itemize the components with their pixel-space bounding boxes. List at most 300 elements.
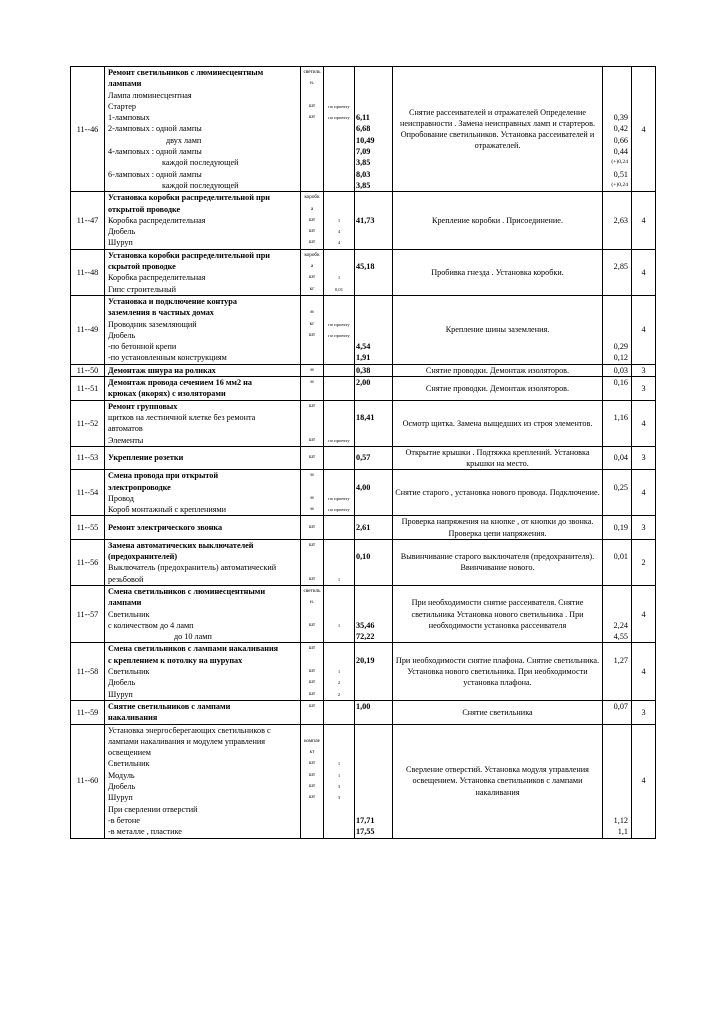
labor-coefficient bbox=[603, 585, 632, 642]
worker-category: 2 bbox=[632, 539, 656, 585]
worker-category: 4 bbox=[632, 470, 656, 516]
quantity-line bbox=[325, 67, 353, 78]
price bbox=[355, 643, 393, 700]
unit-line: коробк bbox=[304, 194, 320, 201]
item-number: 11--52 bbox=[71, 400, 105, 446]
table-row bbox=[71, 192, 656, 249]
unit-line bbox=[302, 341, 322, 352]
quantity-line bbox=[325, 123, 353, 134]
description-line: Шуруп bbox=[108, 689, 133, 699]
description-line: лампами bbox=[108, 79, 142, 89]
price-line bbox=[356, 643, 391, 654]
price-line: 0,38 bbox=[356, 365, 371, 375]
coefficient-line: 0,16 bbox=[613, 378, 628, 388]
coefficient-line bbox=[604, 770, 630, 781]
work-description: При необходимости снятие плафона. Снятие светильника. Установка нового светильника. При необходимости установка плафона. bbox=[393, 643, 603, 700]
worker-category: 4 bbox=[632, 67, 656, 192]
coefficient-line bbox=[604, 435, 630, 446]
quantity-line: по проекту bbox=[328, 495, 350, 501]
unit-line: шт bbox=[308, 645, 316, 652]
coefficient-line: 0,66 bbox=[613, 135, 628, 145]
work-description: Открытие крышки . Подтяжка креплений. Установка крышки на место. bbox=[393, 446, 603, 469]
price-line: 2,00 bbox=[356, 378, 371, 388]
quantity-line: по проекту bbox=[328, 321, 350, 327]
quantity-line bbox=[325, 307, 353, 318]
unit-line: компле bbox=[304, 737, 320, 744]
quantity-line: 0,01 bbox=[334, 286, 344, 292]
coefficient-line bbox=[604, 586, 630, 597]
unit-line: шт bbox=[308, 454, 316, 461]
unit-line bbox=[302, 712, 322, 723]
price-line bbox=[356, 792, 391, 803]
item-number: 11--51 bbox=[71, 377, 105, 401]
labor-coefficient bbox=[603, 364, 632, 376]
table-row bbox=[71, 470, 656, 516]
work-description: Проверка напряжения на кнопке , от кнопки до звонка. Проверка цепи напряжения. bbox=[393, 516, 603, 539]
price-line bbox=[356, 319, 391, 330]
coefficient-line: 4,55 bbox=[613, 632, 628, 642]
coefficient-line bbox=[604, 423, 630, 434]
quantity-line bbox=[325, 712, 353, 723]
unit-line: м bbox=[310, 379, 314, 386]
table-row bbox=[71, 643, 656, 700]
item-number: 11--60 bbox=[71, 724, 105, 838]
material-quantity bbox=[324, 470, 355, 516]
item-description bbox=[105, 446, 301, 469]
material-quantity bbox=[324, 192, 355, 249]
price-line: 2,61 bbox=[356, 522, 371, 532]
worker-category: 3 bbox=[632, 446, 656, 469]
description-line: Короб монтажный с креплениями bbox=[108, 505, 227, 515]
coefficient-line bbox=[604, 204, 630, 215]
quantity-line: 1 bbox=[337, 576, 341, 582]
coefficient-line bbox=[604, 493, 630, 504]
coefficient-line: 0,12 bbox=[613, 353, 628, 363]
quantity-line bbox=[325, 365, 353, 376]
price-line bbox=[356, 540, 391, 551]
description-line: Провод bbox=[108, 493, 134, 503]
description-line: каждой последующей bbox=[162, 158, 239, 168]
unit-line: шт bbox=[308, 436, 316, 443]
coefficient-line bbox=[604, 781, 630, 792]
quantity-line bbox=[325, 401, 353, 412]
price-line bbox=[356, 666, 391, 677]
material-quantity bbox=[324, 643, 355, 700]
unit-line bbox=[302, 815, 322, 826]
description-line: Установка энергосберегающих светильников с bbox=[108, 725, 271, 735]
price-line: 10,49 bbox=[356, 135, 375, 145]
labor-coefficient bbox=[603, 192, 632, 249]
labor-coefficient bbox=[603, 470, 632, 516]
description-line: Лампа люминесцентная bbox=[108, 90, 192, 100]
unit-line bbox=[302, 135, 322, 146]
description-line: Дюбель bbox=[108, 782, 136, 792]
labor-coefficient bbox=[603, 249, 632, 295]
price-line: 8,03 bbox=[356, 169, 371, 179]
rates-table bbox=[70, 66, 656, 839]
work-description: Сверление отверстий. Установка модуля управления освещением. Установка светильников с лампами накаливания bbox=[393, 724, 603, 838]
unit-line: шт bbox=[308, 679, 316, 686]
quantity-line bbox=[325, 135, 353, 146]
description-line: заземления в частных домах bbox=[108, 308, 214, 318]
coefficient-line bbox=[604, 401, 630, 412]
price bbox=[355, 364, 393, 376]
description-line: При сверлении отверстий bbox=[108, 804, 198, 814]
unit-line: шт bbox=[308, 228, 316, 235]
description-line: Установка коробки распределительной при bbox=[108, 250, 270, 260]
item-number: 11--57 bbox=[71, 585, 105, 642]
price bbox=[355, 67, 393, 192]
worker-category: 4 bbox=[632, 643, 656, 700]
item-number: 11--50 bbox=[71, 364, 105, 376]
price-line: 45,18 bbox=[356, 262, 375, 272]
table-row bbox=[71, 400, 656, 446]
unit-line: светиль bbox=[303, 69, 321, 75]
quantity-line bbox=[325, 250, 353, 261]
quantity-line bbox=[325, 540, 353, 551]
unit-line: шт bbox=[308, 274, 316, 281]
unit-line bbox=[302, 551, 322, 562]
unit-line: шт bbox=[308, 216, 316, 223]
quantity-line bbox=[325, 388, 353, 399]
price-line bbox=[356, 712, 391, 723]
unit-line bbox=[302, 146, 322, 157]
description-line: Светильник bbox=[108, 759, 150, 769]
unit-of-measure bbox=[301, 446, 324, 469]
description-line: Смена светильников с лампами накаливания bbox=[108, 644, 279, 654]
price-line bbox=[356, 574, 391, 585]
coefficient-line: 1,16 bbox=[613, 412, 628, 422]
quantity-line: по проекту bbox=[328, 332, 350, 338]
unit-line: шт bbox=[308, 760, 316, 767]
unit-line bbox=[302, 609, 322, 620]
coefficient-line bbox=[604, 101, 630, 112]
table-row bbox=[71, 724, 656, 838]
unit-line bbox=[302, 655, 322, 666]
coefficient-line bbox=[604, 643, 630, 654]
coefficient-line bbox=[604, 747, 630, 758]
unit-line: кг bbox=[309, 285, 315, 292]
quantity-line: 2 bbox=[337, 691, 341, 697]
coefficient-line: 2,63 bbox=[613, 215, 628, 225]
description-line: двух ламп bbox=[166, 135, 202, 145]
item-description bbox=[105, 377, 301, 401]
unit-line: м bbox=[310, 494, 314, 501]
price-line: 72,22 bbox=[356, 632, 375, 642]
description-line: Шуруп bbox=[108, 793, 133, 803]
quantity-line bbox=[325, 352, 353, 363]
description-line: Демонтаж провода сечением 16 мм2 на bbox=[108, 378, 252, 388]
price-line: 3,85 bbox=[356, 180, 371, 190]
table-row bbox=[71, 67, 656, 192]
item-description bbox=[105, 67, 301, 192]
unit-line: шт bbox=[308, 102, 316, 109]
price-line bbox=[356, 677, 391, 688]
item-description bbox=[105, 539, 301, 585]
coefficient-line bbox=[604, 470, 630, 481]
labor-coefficient bbox=[603, 516, 632, 539]
unit-line: шт bbox=[308, 690, 316, 697]
coefficient-line: 0,19 bbox=[613, 522, 628, 532]
price-line bbox=[356, 781, 391, 792]
labor-coefficient bbox=[603, 724, 632, 838]
unit-line bbox=[302, 423, 322, 434]
price-line bbox=[356, 237, 391, 248]
unit-line: шт bbox=[308, 702, 316, 709]
coefficient-line bbox=[604, 250, 630, 261]
unit-of-measure bbox=[301, 724, 324, 838]
coefficient-line: 0,04 bbox=[613, 453, 628, 463]
quantity-line bbox=[325, 296, 353, 307]
unit-line: шт bbox=[308, 575, 316, 582]
price-line: 7,09 bbox=[356, 147, 371, 157]
material-quantity bbox=[324, 67, 355, 192]
quantity-line bbox=[325, 609, 353, 620]
quantity-line: 3 bbox=[337, 784, 341, 790]
labor-coefficient bbox=[603, 700, 632, 724]
table-row bbox=[71, 539, 656, 585]
description-line: щитков на лестничной клетке без ремонта bbox=[108, 412, 256, 422]
unit-line: коробк bbox=[304, 251, 320, 258]
material-quantity bbox=[324, 295, 355, 364]
quantity-line bbox=[325, 377, 353, 388]
description-line: накаливания bbox=[108, 713, 158, 723]
unit-line bbox=[302, 352, 322, 363]
table-row bbox=[71, 516, 656, 539]
unit-line: м bbox=[310, 366, 314, 373]
unit-line: шт bbox=[308, 331, 316, 338]
unit-of-measure bbox=[301, 516, 324, 539]
description-line: -в металле , пластике bbox=[108, 827, 182, 837]
price-line bbox=[356, 725, 391, 736]
quantity-line bbox=[325, 169, 353, 180]
coefficient-line bbox=[604, 725, 630, 736]
coefficient-line bbox=[604, 677, 630, 688]
quantity-line bbox=[325, 192, 353, 203]
price bbox=[355, 516, 393, 539]
unit-of-measure bbox=[301, 67, 324, 192]
item-number: 11--53 bbox=[71, 446, 105, 469]
item-number: 11--59 bbox=[71, 700, 105, 724]
quantity-line: по проекту bbox=[328, 103, 350, 109]
unit-line: а bbox=[310, 205, 314, 212]
price-line bbox=[356, 388, 391, 399]
quantity-line: по проекту bbox=[328, 507, 350, 513]
description-line: Дюбель bbox=[108, 678, 136, 688]
work-description: Снятие старого , установка нового провода. Подключение. bbox=[393, 470, 603, 516]
price-line bbox=[356, 586, 391, 597]
description-line: 4-ламповых : одной лампы bbox=[108, 147, 202, 157]
price bbox=[355, 249, 393, 295]
coefficient-line bbox=[604, 272, 630, 283]
quantity-line bbox=[325, 631, 353, 642]
worker-category: 4 bbox=[632, 295, 656, 364]
coefficient-line bbox=[604, 712, 630, 723]
coefficient-line: 2,85 bbox=[613, 262, 628, 272]
unit-line bbox=[302, 296, 322, 307]
quantity-line: по проекту bbox=[328, 437, 350, 443]
quantity-line bbox=[325, 157, 353, 168]
quantity-line bbox=[325, 597, 353, 608]
quantity-line bbox=[325, 452, 353, 463]
quantity-line bbox=[325, 655, 353, 666]
price-line bbox=[356, 307, 391, 318]
labor-coefficient bbox=[603, 295, 632, 364]
price bbox=[355, 400, 393, 446]
description-line: (предохранителей) bbox=[108, 552, 178, 562]
unit-line: шт bbox=[308, 541, 316, 548]
item-number: 11--47 bbox=[71, 192, 105, 249]
price-line: 3,85 bbox=[356, 158, 371, 168]
quantity-line: 1 bbox=[337, 761, 341, 767]
coefficient-line: 0,29 bbox=[613, 342, 628, 352]
description-line: Дюбель bbox=[108, 330, 136, 340]
description-line: Ремонт электрического звонка bbox=[108, 522, 223, 532]
coefficient-line bbox=[604, 90, 630, 101]
item-number: 11--55 bbox=[71, 516, 105, 539]
unit-of-measure bbox=[301, 192, 324, 249]
coefficient-line bbox=[604, 804, 630, 815]
description-line: Модуль bbox=[108, 770, 135, 780]
description-line: Проводник заземляющий bbox=[108, 319, 197, 329]
description-line: Ремонт светильников с люминесцентным bbox=[108, 68, 264, 77]
quantity-line bbox=[325, 423, 353, 434]
unit-of-measure bbox=[301, 700, 324, 724]
worker-category: 3 bbox=[632, 700, 656, 724]
quantity-line bbox=[325, 747, 353, 758]
item-description bbox=[105, 516, 301, 539]
price bbox=[355, 470, 393, 516]
unit-line bbox=[302, 562, 322, 573]
price-line bbox=[356, 272, 391, 283]
item-number: 11--56 bbox=[71, 539, 105, 585]
unit-of-measure bbox=[301, 470, 324, 516]
unit-line: шт bbox=[308, 402, 316, 409]
price-line bbox=[356, 470, 391, 481]
price-line bbox=[356, 204, 391, 215]
price-line bbox=[356, 101, 391, 112]
quantity-line: 4 bbox=[337, 240, 341, 246]
quantity-line bbox=[325, 470, 353, 481]
price bbox=[355, 295, 393, 364]
price-line bbox=[356, 562, 391, 573]
work-description: Осмотр щитка. Замена выщедших из строя элементов. bbox=[393, 400, 603, 446]
description-line: Коробка распределительная bbox=[108, 215, 206, 225]
worker-category: 4 bbox=[632, 400, 656, 446]
description-line: до 10 ламп bbox=[174, 632, 212, 642]
unit-line bbox=[302, 826, 322, 837]
coefficient-line: 0,03 bbox=[613, 365, 628, 375]
worker-category: 4 bbox=[632, 192, 656, 249]
unit-line bbox=[302, 169, 322, 180]
labor-coefficient bbox=[603, 67, 632, 192]
price-line bbox=[356, 250, 391, 261]
description-line: лампами накаливания и модулем управления bbox=[108, 736, 266, 746]
table-body bbox=[71, 67, 656, 839]
description-line: электропроводке bbox=[108, 482, 171, 492]
description-line: 6-ламповых : одной лампы bbox=[108, 169, 202, 179]
price bbox=[355, 585, 393, 642]
description-line: Ремонт групповых bbox=[108, 401, 178, 411]
price-line bbox=[356, 804, 391, 815]
description-line: Замена автоматических выключателей bbox=[108, 540, 254, 550]
price bbox=[355, 539, 393, 585]
work-description: Крепление коробки . Присоединение. bbox=[393, 192, 603, 249]
unit-line: м bbox=[310, 472, 314, 479]
labor-coefficient bbox=[603, 643, 632, 700]
price bbox=[355, 700, 393, 724]
coefficient-line bbox=[604, 284, 630, 295]
material-quantity bbox=[324, 400, 355, 446]
quantity-line: 1 bbox=[337, 669, 341, 675]
description-line: открытой проводке bbox=[108, 204, 181, 214]
price-line: 1,00 bbox=[356, 701, 371, 711]
price-line: 6,68 bbox=[356, 124, 371, 134]
work-description: Снятие светильника bbox=[393, 700, 603, 724]
price bbox=[355, 724, 393, 838]
price-line bbox=[356, 296, 391, 307]
unit-line: шт bbox=[308, 523, 316, 530]
coefficient-line bbox=[604, 504, 630, 515]
description-line: Коробка распределительная bbox=[108, 273, 206, 283]
coefficient-line: (+)0,24 bbox=[611, 181, 628, 188]
coefficient-line: 1,1 bbox=[617, 827, 628, 837]
coefficient-line: 0,07 bbox=[613, 701, 628, 711]
description-line: -по установленным конструкциям bbox=[108, 353, 227, 363]
unit-of-measure bbox=[301, 643, 324, 700]
unit-of-measure bbox=[301, 400, 324, 446]
coefficient-line: 1,27 bbox=[613, 655, 628, 665]
coefficient-line bbox=[604, 388, 630, 399]
unit-of-measure bbox=[301, 585, 324, 642]
description-line: Шуруп bbox=[108, 238, 133, 248]
coefficient-line: 2,24 bbox=[613, 620, 628, 630]
table-row bbox=[71, 585, 656, 642]
price-line: 1,91 bbox=[356, 353, 371, 363]
price-line bbox=[356, 423, 391, 434]
item-description bbox=[105, 364, 301, 376]
quantity-line: по проекту bbox=[328, 115, 350, 121]
quantity-line bbox=[325, 826, 353, 837]
unit-line: шт bbox=[308, 668, 316, 675]
coefficient-line: 0,01 bbox=[613, 552, 628, 562]
unit-line: шт bbox=[308, 114, 316, 121]
description-line: Снятие светильников с лампами bbox=[108, 701, 231, 711]
worker-category: 3 bbox=[632, 364, 656, 376]
price-line bbox=[356, 758, 391, 769]
description-line: 1-ламповых bbox=[108, 113, 150, 123]
coefficient-line bbox=[604, 67, 630, 78]
labor-coefficient bbox=[603, 400, 632, 446]
description-line: 2-ламповых : одной лампы bbox=[108, 124, 202, 134]
description-line: Укрепление розетки bbox=[108, 453, 184, 463]
quantity-line: 4 bbox=[337, 229, 341, 235]
coefficient-line bbox=[604, 296, 630, 307]
unit-line bbox=[302, 180, 322, 191]
unit-line bbox=[302, 804, 322, 815]
material-quantity bbox=[324, 585, 355, 642]
price-line bbox=[356, 401, 391, 412]
price-line bbox=[356, 78, 391, 89]
work-description: Снятие проводки. Демонтаж изоляторов. bbox=[393, 377, 603, 401]
item-number: 11--46 bbox=[71, 67, 105, 192]
quantity-line bbox=[325, 180, 353, 191]
price-line: 18,41 bbox=[356, 412, 375, 422]
description-line: Установка и подключение контура bbox=[108, 296, 237, 306]
description-line: Дюбель bbox=[108, 227, 136, 237]
price-line bbox=[356, 770, 391, 781]
quantity-line bbox=[325, 562, 353, 573]
